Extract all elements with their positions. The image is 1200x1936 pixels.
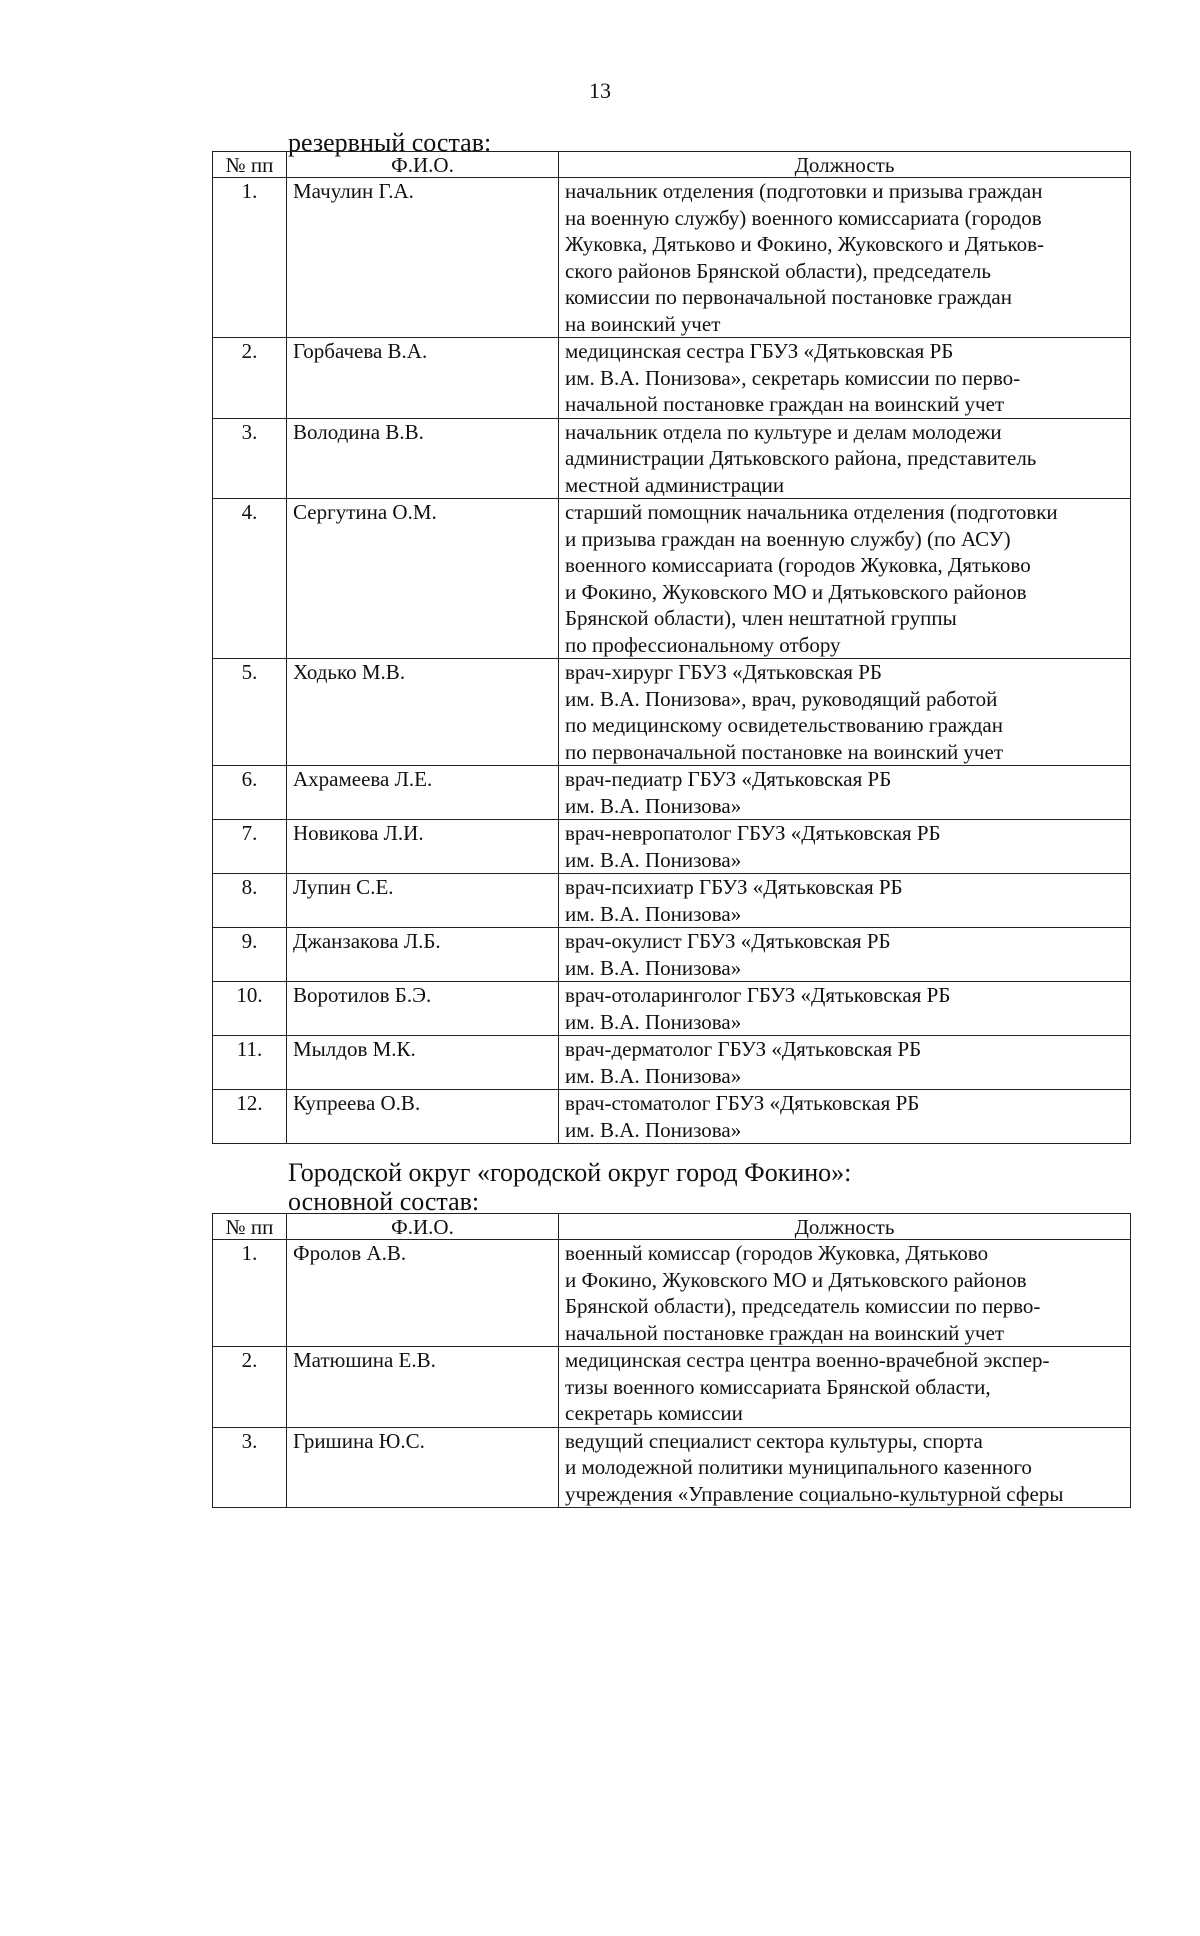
row-position: врач-невропатолог ГБУЗ «Дятьковская РБ им. В.А. Понизова» — [559, 820, 1131, 874]
row-position: врач-окулист ГБУЗ «Дятьковская РБ им. В.А. Понизова» — [559, 928, 1131, 982]
district-heading: Городской округ «городской округ город Фокино»: — [288, 1158, 852, 1187]
page-number: 13 — [589, 78, 611, 103]
table-row — [213, 874, 1131, 928]
table-row — [213, 338, 1131, 419]
row-position: медицинская сестра ГБУЗ «Дятьковская РБ им. В.А. Понизова», секретарь комиссии по перво- начальной постановке граждан на воинский учет — [559, 338, 1131, 419]
row-position: ведущий специалист сектора культуры, спорта и молодежной политики муниципального казенного учреждения «Управление социально-культурной сферы — [559, 1427, 1131, 1508]
table-row — [213, 820, 1131, 874]
row-name: Горбачева В.А. — [287, 338, 559, 419]
row-num: 11. — [213, 1036, 287, 1090]
table-header-row — [213, 152, 1131, 178]
row-num: 3. — [213, 1427, 287, 1508]
header-num: № пп — [213, 152, 287, 178]
row-position: врач-психиатр ГБУЗ «Дятьковская РБ им. В.А. Понизова» — [559, 874, 1131, 928]
row-num: 10. — [213, 982, 287, 1036]
row-position: врач-отоларинголог ГБУЗ «Дятьковская РБ им. В.А. Понизова» — [559, 982, 1131, 1036]
main-table — [212, 1213, 1131, 1508]
table-row — [213, 178, 1131, 338]
row-position: начальник отделения (подготовки и призыва граждан на военную службу) военного комиссариата (городов Жуковка, Дятьково и Фокино, Жуковского и Дятьков- ского районов Брянской области), председатель комиссии по первоначальной постановке граждан на воинский учет — [559, 178, 1131, 338]
reserve-caption: резервный состав: — [288, 128, 492, 157]
table-row — [213, 766, 1131, 820]
table-row — [213, 499, 1131, 659]
row-name: Сергутина О.М. — [287, 499, 559, 659]
row-position: старший помощник начальника отделения (подготовки и призыва граждан на военную службу) (по АСУ) военного комиссариата (городов Жуковка, Дятьково и Фокино, Жуковского МО и Дятьковского районов Брянской области), член нештатной группы по профессиональному отбору — [559, 499, 1131, 659]
header-name: Ф.И.О. — [287, 152, 559, 178]
table-row — [213, 1347, 1131, 1428]
row-num: 2. — [213, 338, 287, 419]
table-row — [213, 982, 1131, 1036]
row-name: Воротилов Б.Э. — [287, 982, 559, 1036]
row-num: 2. — [213, 1347, 287, 1428]
row-name: Купреева О.В. — [287, 1090, 559, 1144]
reserve-table — [212, 151, 1131, 1144]
header-name: Ф.И.О. — [287, 1214, 559, 1240]
row-name: Лупин С.Е. — [287, 874, 559, 928]
table-row — [213, 928, 1131, 982]
row-num: 1. — [213, 1240, 287, 1347]
row-num: 6. — [213, 766, 287, 820]
row-name: Гришина Ю.С. — [287, 1427, 559, 1508]
table-row — [213, 1036, 1131, 1090]
row-name: Мылдов М.К. — [287, 1036, 559, 1090]
row-name: Новикова Л.И. — [287, 820, 559, 874]
row-num: 4. — [213, 499, 287, 659]
row-position: военный комиссар (городов Жуковка, Дятьково и Фокино, Жуковского МО и Дятьковского районов Брянской области), председатель комиссии по перво- начальной постановке граждан на воинский учет — [559, 1240, 1131, 1347]
row-num: 1. — [213, 178, 287, 338]
table-row — [213, 659, 1131, 766]
table-row — [213, 418, 1131, 499]
row-position: врач-хирург ГБУЗ «Дятьковская РБ им. В.А. Понизова», врач, руководящий работой по медицинскому освидетельствованию граждан по первоначальной постановке на воинский учет — [559, 659, 1131, 766]
row-num: 8. — [213, 874, 287, 928]
row-position: начальник отдела по культуре и делам молодежи администрации Дятьковского района, представитель местной администрации — [559, 418, 1131, 499]
row-position: медицинская сестра центра военно-врачебной экспер- тизы военного комиссариата Брянской области, секретарь комиссии — [559, 1347, 1131, 1428]
row-name: Володина В.В. — [287, 418, 559, 499]
header-position: Должность — [559, 1214, 1131, 1240]
row-position: врач-педиатр ГБУЗ «Дятьковская РБ им. В.А. Понизова» — [559, 766, 1131, 820]
row-num: 12. — [213, 1090, 287, 1144]
row-name: Матюшина Е.В. — [287, 1347, 559, 1428]
row-name: Ахрамеева Л.Е. — [287, 766, 559, 820]
table-row — [213, 1240, 1131, 1347]
main-caption: основной состав: — [288, 1187, 480, 1216]
table-row — [213, 1090, 1131, 1144]
row-name: Джанзакова Л.Б. — [287, 928, 559, 982]
row-num: 5. — [213, 659, 287, 766]
row-num: 7. — [213, 820, 287, 874]
row-position: врач-дерматолог ГБУЗ «Дятьковская РБ им. В.А. Понизова» — [559, 1036, 1131, 1090]
row-num: 3. — [213, 418, 287, 499]
row-position: врач-стоматолог ГБУЗ «Дятьковская РБ им. В.А. Понизова» — [559, 1090, 1131, 1144]
table-header-row — [213, 1214, 1131, 1240]
header-num: № пп — [213, 1214, 287, 1240]
row-name: Мачулин Г.А. — [287, 178, 559, 338]
header-position: Должность — [559, 152, 1131, 178]
row-name: Фролов А.В. — [287, 1240, 559, 1347]
row-num: 9. — [213, 928, 287, 982]
row-name: Ходько М.В. — [287, 659, 559, 766]
table-row — [213, 1427, 1131, 1508]
